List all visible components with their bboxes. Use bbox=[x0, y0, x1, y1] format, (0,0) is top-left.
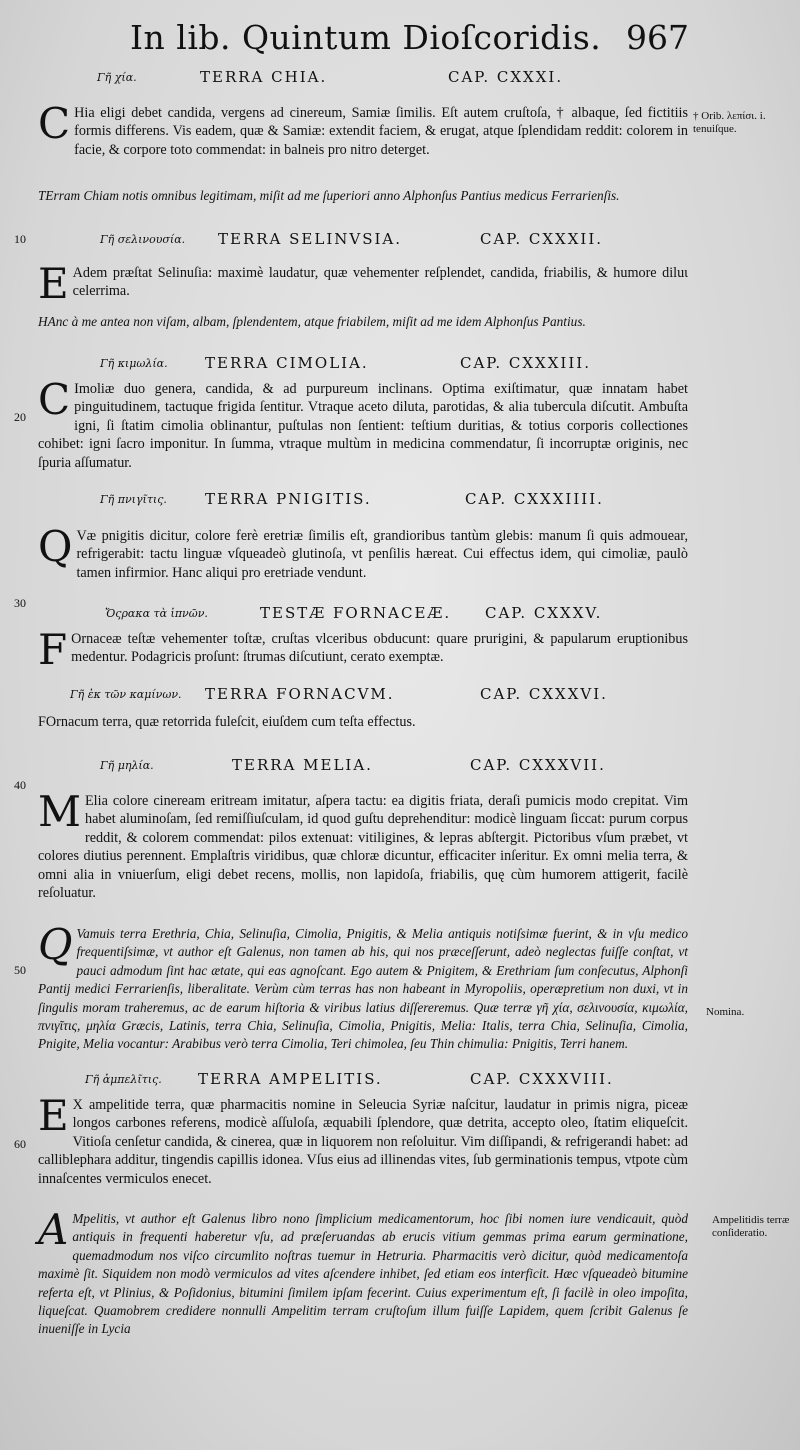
chapter-text bbox=[38, 625, 688, 674]
line-number: 60 bbox=[14, 1137, 26, 1151]
chapter-text bbox=[38, 1091, 688, 1188]
commentary-text bbox=[38, 313, 688, 331]
chapter-body: Elia colore cineream eritream imitatur, aſpera tactu: ea digitis friata, deraſi pumicis modo crepitat. Vim habet aluminoſam, ſed remiſſiuſculam, id quod guſtu deprehenditur: modicè linguam ſiccat: purum corpus reddit, & colorem commendat: pilos extenuat: vitiligines, & lepras abſtergit. Pictoribus vſum præbet, vt colores diutius perennent. Emplaſtris viridibus, quæ chloræ dicuntur, efficaciter inſeritur. Ex omni melia terra, & omni alia in vniuerſum, eligi debet recens, mollis, non lapidoſa, friabilis, quę cùm humorem attigerit, facilè reſoluatur. bbox=[38, 793, 688, 902]
greek-name: Γῆ ἀμπελῖτις. bbox=[85, 1073, 162, 1086]
chapter-heading bbox=[0, 1070, 800, 1096]
commentary-body: Erram Chiam notis omnibus legitimam, miſit ad me ſuperiori anno Alphonſus Pantius medicus Ferrarienſis. bbox=[45, 188, 620, 203]
greek-name: Γῆ κιμωλία. bbox=[100, 357, 168, 370]
margin-note: Ampelitidis terræ conſideratio. bbox=[712, 1214, 790, 1239]
chapter-body: Imoliæ duo genera, candida, & ad purpureum inclinans. Optima exiſtimatur, quæ innatam habet pinguitudinem, tactuque frigida ſentitur. Vtraque aceto diluta, parotidas, & alia tubercula diſcutit. Ambuſta igni, ſi ſtatim cimolia oblinantur, puſtulas non ſentient: teſtium duritias, & totius corporis collectiones cohibet: igni ſacro imponitur. In ſumma, vtraque multùm in medicina commendatur, ſi incorruptæ originis, nec ſpuria aſſumatur. bbox=[38, 381, 688, 471]
chapter-title: TERRA CHIA. bbox=[200, 68, 328, 86]
chapter-body: Hia eligi debet candida, vergens ad cinereum, Samiæ ſimilis. Eſt autem cruſtoſa, † albaque, ſed fictitiis formis differens. Vis eadem, quæ & Samiæ: extendit faciem, & erugat, atque ſplendidam reddit: colorem in facie, & corpore toto commendat: in balneis pro nitro deterget. bbox=[74, 105, 688, 158]
commentary-body: Vamuis terra Erethria, Chia, Selinuſia, Cimolia, Pnigitis, & Melia antiquis notiſsimæ fuerint, & in vſu medico frequentiſsimæ, vt author eſt Galenus, non tamen ab his, qui nos præceſſerunt, adeò neglectas fuiſſe conſtat, vt pauci admodum ſint hac ætate, qui eas agnoſcant. Ego autem & Pnigitem, & Erethriam ſum conſecutus, Alphonſi Pantij medici Ferrarienſis, liberalitate. Verùm cùm terras has non habeant in Myropoliis, operæpretium non duxi, vt in ſingulis moram traheremus, ac de earum hiſtoria & viribus latius diſſereremus. Quæ terræ γῆ χία, σελινουσία, κιμωλία, πνιγῖτις, μηλία Græcis, Latinis, terra Chia, Selinuſia, Cimolia, Pnigitis, Melia: Italis, terra Chia, Selinuſia, Cimolia, Pnigite, Melia vocantur: Arabibus verò terra Cimolia, Teri chimolea, ſeu Thin chimulia: Pnigitis, Terri hanem. bbox=[38, 926, 688, 1052]
chapter-title: TERRA FORNACVM. bbox=[205, 685, 395, 703]
chapter-title: TERRA AMPELITIS. bbox=[198, 1070, 383, 1088]
drop-capital: C bbox=[38, 99, 71, 148]
commentary-text bbox=[38, 1205, 688, 1339]
commentary-initial: T bbox=[38, 188, 46, 203]
greek-name: Γῆ χία. bbox=[97, 71, 137, 84]
drop-capital: F bbox=[38, 625, 68, 674]
commentary-body: Mpelitis, vt author eſt Galenus libro nono ſimplicium medicamentorum, hoc ſibi nomen iure vendicauit, quòd antiquis in frequenti haberetur vſu, ad præſeruandas ab erucis vitium gemmas prima earum germinatione, quemadmodum nos viſco circumlito noſtras tuemur in Hetruria. Pharmacitis verò dicitur, quòd medicamentoſa maximè ſit. Siquidem non modò vermiculos ad vites aſcendere inhibet, ſed etiam eos interficit. Hæc vſqueadeò bitumine referta eſt, vt Plinius, & Poſidonius, bitumini ſimilem ipſam fecerint. Cuius experimentum eſt, ſi facilè in oleo impoſita, liqueſcat. Quamobrem credidere nonnulli Ampelitim terram cruſtoſum illum fuiſſe Lapidem, quem ſcribit Galenus ſe inueniſſe in Lycia bbox=[38, 1211, 688, 1337]
chapter-heading bbox=[0, 354, 800, 380]
margin-note: † Orib. λεπίσι. i. tenuiſque. bbox=[693, 110, 766, 135]
chapter-body: X ampelitide terra, quæ pharmacitis nomine in Seleucia Syriæ naſcitur, laudatur in primis nigra, piceæ longos carbones referens, modicè aſſuloſa, æquabili ſplendore, quæ detrita, accepto oleo, ſtatim eliqueſcit. Vitioſa cenſetur candida, & cinerea, quæ in liquorem non reſoluitur. Vim diſſipandi, & refrigerandi habet: ad calliblephara additur, tingendis capillis idonea. Vſus eius ad illinendas vites, ſub germinationis tempus, vtpote cùm innaſcentes vermiculos enecet. bbox=[38, 1097, 688, 1187]
drop-capital: Q bbox=[38, 522, 73, 571]
chapter-number: CAP. CXXXIII. bbox=[460, 354, 591, 372]
commentary-text bbox=[38, 187, 688, 205]
greek-name: Γῆ μηλία. bbox=[100, 759, 154, 772]
chapter-number: CAP. CXXXII. bbox=[480, 230, 604, 248]
greek-name: Γῆ ἐκ τῶν καμίνων. bbox=[70, 688, 182, 701]
drop-capital: E bbox=[38, 259, 69, 308]
chapter-body: Ornacum terra, quæ retorrida fuleſcit, eiuſdem cum teſta effectus. bbox=[45, 714, 416, 730]
chapter-heading bbox=[0, 604, 800, 630]
chapter-text bbox=[38, 787, 688, 902]
chapter-text bbox=[38, 522, 688, 582]
commentary-initial: H bbox=[38, 314, 48, 329]
drop-capital: E bbox=[38, 1091, 69, 1140]
line-number: 50 bbox=[14, 963, 26, 977]
chapter-text bbox=[38, 99, 688, 159]
commentary-text bbox=[38, 920, 688, 1054]
chapter-number: CAP. CXXXVII. bbox=[470, 756, 606, 774]
chapter-heading bbox=[0, 685, 800, 711]
line-number: 20 bbox=[14, 410, 26, 424]
chapter-number: CAP. CXXXVI. bbox=[480, 685, 608, 703]
chapter-text bbox=[38, 375, 688, 472]
margin-note: Nomina. bbox=[706, 1006, 745, 1018]
chapter-body: Væ pnigitis dicitur, colore ferè eretriæ ſimilis eſt, grandioribus tantùm glebis: manum ſi quis admouear, refrigerabit: tactu linguæ vſqueadeò glutinoſa, vt penſilis hæreat. Cui effectus idem, qui cimoliæ, paulò tamen infirmior. Hanc aliqui pro eretriade vendunt. bbox=[76, 528, 688, 581]
drop-capital: C bbox=[38, 375, 71, 424]
greek-name: Γῆ σελινουσία. bbox=[100, 233, 186, 246]
drop-capital: M bbox=[38, 787, 82, 836]
greek-name: Γῆ πνιγῖτις. bbox=[100, 493, 167, 506]
drop-capital: F bbox=[38, 714, 46, 730]
chapter-text bbox=[38, 713, 688, 731]
line-number: 40 bbox=[14, 778, 26, 792]
chapter-heading bbox=[0, 68, 800, 94]
chapter-title: TESTÆ FORNACEÆ. bbox=[260, 604, 452, 622]
chapter-title: TERRA MELIA. bbox=[232, 756, 373, 774]
chapter-body: Ornaceæ teſtæ vehementer toſtæ, cruſtas vlceribus obducunt: quare prurigini, & papularum eruptionibus medentur. Podagricis proſunt: ſtrumas diſcutiunt, cerato exemptæ. bbox=[71, 631, 688, 666]
chapter-body: Adem præſtat Selinuſia: maximè laudatur, quæ vehementer reſplendet, candida, friabilis, & humore diluι celerrima. bbox=[72, 265, 688, 300]
chapter-number: CAP. CXXXV. bbox=[485, 604, 603, 622]
line-number: 30 bbox=[14, 596, 26, 610]
line-number: 10 bbox=[14, 232, 26, 246]
commentary-body: Anc à me antea non viſam, albam, ſplendentem, atque friabilem, miſit ad me idem Alphonſus Pantius. bbox=[47, 314, 586, 329]
chapter-heading bbox=[0, 756, 800, 782]
running-head: In lib. Quintum Dioſcoridis. bbox=[130, 18, 602, 57]
chapter-number: CAP. CXXXIIII. bbox=[465, 490, 604, 508]
chapter-number: CAP. CXXXI. bbox=[448, 68, 564, 86]
chapter-text bbox=[38, 259, 688, 308]
page-number: 967 bbox=[626, 18, 689, 57]
chapter-number: CAP. CXXXVIII. bbox=[470, 1070, 614, 1088]
commentary-initial: A bbox=[38, 1205, 69, 1254]
chapter-heading bbox=[0, 230, 800, 256]
greek-name: Ὄςρακα τὰ ἰπνῶν. bbox=[105, 607, 208, 620]
chapter-heading bbox=[0, 490, 800, 516]
chapter-title: TERRA PNIGITIS. bbox=[205, 490, 372, 508]
commentary-initial: Q bbox=[38, 920, 73, 969]
chapter-title: TERRA CIMOLIA. bbox=[205, 354, 369, 372]
chapter-title: TERRA SELINVSIA. bbox=[218, 230, 403, 248]
